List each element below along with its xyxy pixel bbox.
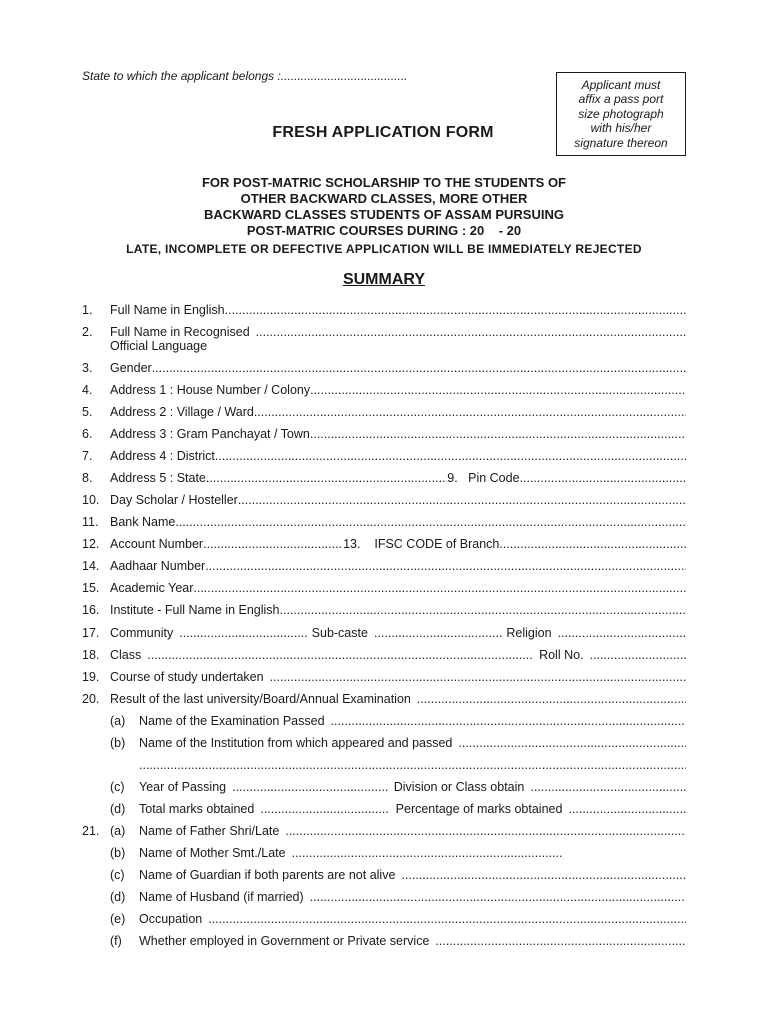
day-scholar-field[interactable] — [238, 493, 686, 507]
form-row-exam-passed: (a) Name of the Examination Passed ..... — [0, 714, 768, 732]
bank-name-field[interactable] — [175, 515, 686, 529]
photo-box-line: size photograph — [578, 106, 664, 121]
summary-heading: SUMMARY — [342, 271, 426, 288]
form-row-course: 19. Course of study undertaken ..... — [0, 670, 768, 688]
roll-no-field[interactable] — [590, 648, 686, 662]
year-of-passing-field[interactable] — [232, 780, 388, 794]
account-number-field[interactable] — [203, 537, 343, 551]
institution-passed-field[interactable] — [458, 736, 686, 750]
form-row-address-4: 7. Address 4 : District ..... — [0, 449, 768, 467]
division-field[interactable] — [530, 780, 686, 794]
address-2-field[interactable] — [254, 405, 686, 419]
husband-name-field[interactable] — [310, 890, 686, 904]
percentage-field[interactable] — [568, 802, 686, 816]
form-row-marks: (d) Total marks obtained ..... Percentage of marks obtained ..... — [0, 802, 768, 820]
form-row-employment: (f) Whether employed in Government or Private service ..... — [0, 934, 768, 952]
full-name-recognised-field[interactable] — [256, 325, 686, 339]
address-1-field[interactable] — [310, 383, 686, 397]
occupation-field[interactable] — [208, 912, 686, 926]
mother-name-field[interactable] — [292, 846, 563, 860]
form-row-aadhaar: 14. Aadhaar Number ..... — [0, 559, 768, 577]
state-field[interactable] — [206, 471, 447, 485]
institution-passed-field-continued[interactable] — [139, 758, 686, 772]
state-line: State to which the applicant belongs :...................................... — [82, 69, 408, 83]
photo-box-line: with his/her — [590, 121, 652, 136]
course-field[interactable] — [270, 670, 686, 684]
form-row-class: 18. Class ..... Roll No. ..... — [0, 648, 768, 666]
total-marks-field[interactable] — [260, 802, 389, 816]
guardian-name-field[interactable] — [401, 868, 686, 882]
form-row-community: 17. Community ..... Sub-caste ..... Religion ..... — [0, 626, 768, 644]
address-4-field[interactable] — [215, 449, 686, 463]
form-row-institute: 16. Institute - Full Name in English ..... — [0, 603, 768, 621]
form-row-last-result: 20. Result of the last university/Board/Annual Examination ..... — [0, 692, 768, 710]
form-row-guardian-name: (c) Name of Guardian if both parents are not alive ..... — [0, 868, 768, 886]
rejection-warning: LATE, INCOMPLETE OR DEFECTIVE APPLICATION WILL BE IMMEDIATELY REJECTED — [126, 242, 642, 256]
form-row-father-name: 21. (a) Name of Father Shri/Late ..... — [0, 824, 768, 842]
form-row-occupation: (e) Occupation ..... — [0, 912, 768, 930]
religion-field[interactable] — [558, 626, 686, 640]
full-name-english-field[interactable] — [225, 303, 686, 317]
form-row-gender: 3. Gender ..... — [0, 361, 768, 379]
last-result-field[interactable] — [417, 692, 686, 706]
employment-field[interactable] — [435, 934, 686, 948]
form-title: FRESH APPLICATION FORM — [272, 124, 494, 141]
form-row-continuation — [0, 758, 768, 776]
form-row-full-name-recognised: 2. Full Name in Recognised ..... Official Language — [0, 325, 768, 357]
pin-code-field[interactable] — [520, 471, 686, 485]
form-row-address-1: 4. Address 1 : House Number / Colony ..... — [0, 383, 768, 401]
form-row-mother-name: (b) Name of Mother Smt./Late ..... — [0, 846, 768, 864]
form-row-bank-name: 11. Bank Name ..... — [0, 515, 768, 533]
form-row-account-ifsc: 12. Account Number ..... 13. IFSC CODE of Branch ..... — [0, 537, 768, 555]
exam-passed-field[interactable] — [331, 714, 686, 728]
community-field[interactable] — [179, 626, 307, 640]
form-subtitle: FOR POST-MATRIC SCHOLARSHIP TO THE STUDENTS OF OTHER BACKWARD CLASSES, MORE OTHER BACKWARD CLASSES STUDENTS OF ASSAM PURSUING POST-MATRIC COURSES DURING : 20 - 20 — [201, 175, 566, 238]
form-row-academic-year: 15. Academic Year ..... — [0, 581, 768, 599]
form-row-year-division: (c) Year of Passing ..... Division or Class obtain ..... — [0, 780, 768, 798]
form-row-full-name-english: 1. Full Name in English ..... — [0, 303, 768, 321]
sub-caste-field[interactable] — [374, 626, 502, 640]
form-row-address-3: 6. Address 3 : Gram Panchayat / Town ..... — [0, 427, 768, 445]
form-row-husband-name: (d) Name of Husband (if married) ..... — [0, 890, 768, 908]
form-row-institution-passed: (b) Name of the Institution from which appeared and passed ..... — [0, 736, 768, 754]
photo-box-line: signature thereon — [574, 135, 668, 150]
photo-box-line: Applicant must — [581, 77, 661, 92]
father-name-field[interactable] — [285, 824, 686, 838]
class-field[interactable] — [147, 648, 533, 662]
address-3-field[interactable] — [310, 427, 686, 441]
form-row-address-5-pin: 8. Address 5 : State ..... 9. Pin Code ..... — [0, 471, 768, 489]
form-row-address-2: 5. Address 2 : Village / Ward ..... — [0, 405, 768, 423]
institute-field[interactable] — [280, 603, 686, 617]
ifsc-code-field[interactable] — [499, 537, 686, 551]
aadhaar-field[interactable] — [205, 559, 686, 573]
academic-year-field[interactable] — [193, 581, 686, 595]
photo-placeholder-box — [556, 72, 686, 156]
gender-field[interactable] — [152, 361, 686, 375]
form-row-day-scholar: 10. Day Scholar / Hosteller ..... — [0, 493, 768, 511]
photo-box-line: affix a pass port — [578, 92, 664, 107]
